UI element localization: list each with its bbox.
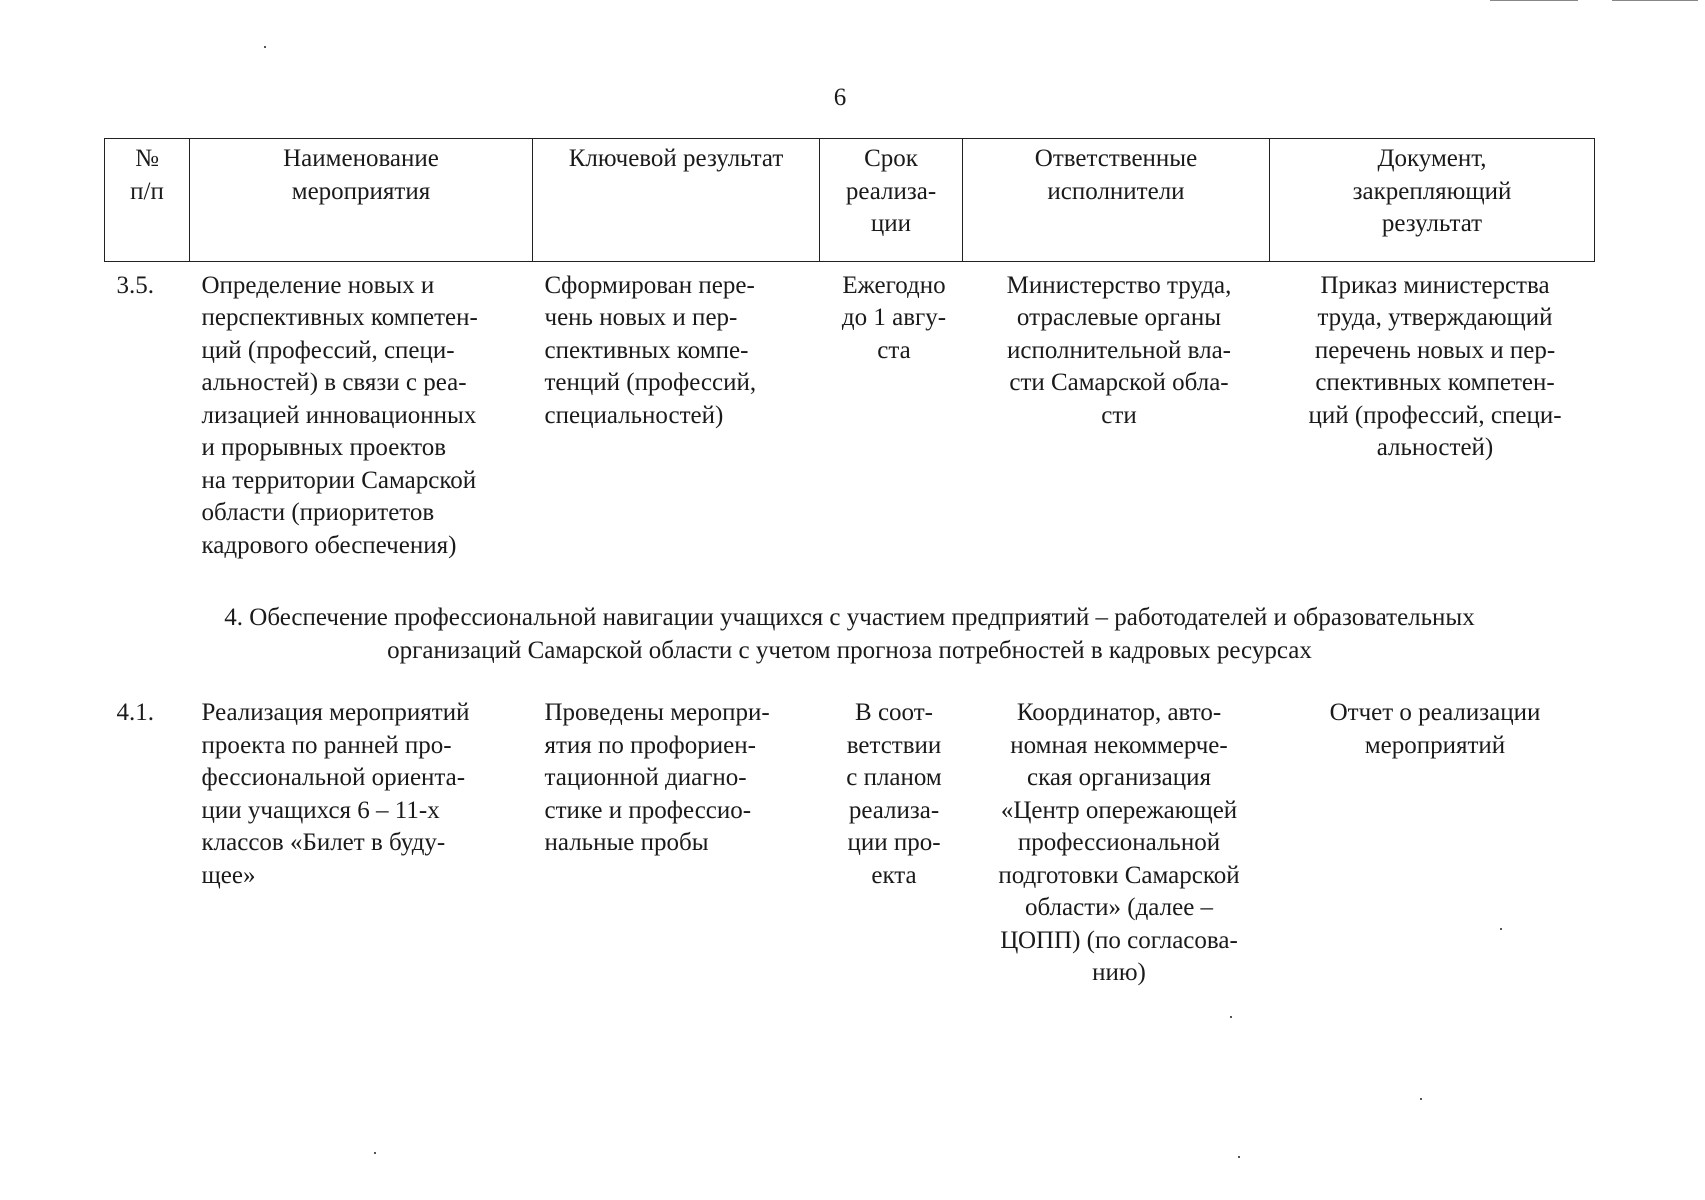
scan-speck [374, 1152, 376, 1154]
event-name-cell: Реализация мероприятий проекта по ранней про- фессиональной ориента- ции учащихся 6 – 11-х классов «Билет в буду- щее» [201, 699, 470, 889]
header-document: Документ, закрепляющий результат [1270, 139, 1595, 262]
scan-speck [1420, 1098, 1422, 1100]
event-name-cell: Определение новых и перспективных компетен- ций (профессий, специ- альностей) в связи с реа- лизацией инновационных и прорывных проектов на территории Самарской области (приоритетов кадрового обеспечения) [201, 271, 478, 559]
section-heading: 4. Обеспечение профессиональной навигации учащихся с участием предприятий – работодателей и образовательных организаций Самарской области с учетом прогноза потребностей в кадровых ресурсах [224, 604, 1475, 664]
term-cell: В соот- ветствии с планом реализа- ции про- екта [846, 699, 942, 889]
document-cell: Отчет о реализации мероприятий [1329, 699, 1541, 759]
section-heading-row [105, 570, 1595, 689]
key-result-cell: Проведены меропри- ятия по профориен- тационной диагно- стике и профессио- нальные пробы [544, 699, 770, 856]
scan-edge-line [1612, 0, 1698, 1]
document-cell: Приказ министерства труда, утверждающий перечень новых и пер- спективных компетен- ций (профессий, специ- альностей) [1308, 271, 1562, 461]
scan-speck [1238, 1156, 1240, 1158]
responsible-cell: Координатор, авто- номная некоммерче- ская организация «Центр опережающей профессиональной подготовки Самарской области» (далее – ЦОПП) (по согласова- нию) [998, 699, 1240, 986]
header-responsible: Ответственные исполнители [963, 139, 1270, 262]
header-key-result: Ключевой результат [533, 139, 820, 262]
measures-table [104, 138, 1595, 998]
key-result-cell: Сформирован пере- чень новых и пер- спективных компе- тенций (профессий, специальностей) [544, 271, 757, 429]
table-row [105, 261, 1595, 570]
table-row [105, 689, 1595, 998]
term-cell: Ежегодно до 1 авгу- ста [841, 271, 947, 364]
responsible-cell: Министерство труда, отраслевые органы исполнительной вла- сти Самарской обла- сти [1006, 271, 1232, 429]
scan-speck [264, 46, 266, 48]
row-number: 4.1. [116, 699, 154, 726]
row-number: 3.5. [116, 271, 154, 299]
scan-speck [1230, 1016, 1232, 1018]
header-event-name: Наименование мероприятия [190, 139, 533, 262]
document-body [104, 138, 1594, 998]
scan-edge-line [1490, 0, 1578, 1]
header-number: № п/п [105, 139, 190, 262]
table-header-row [105, 139, 1595, 262]
page-number: 6 [833, 84, 847, 111]
header-term: Срок реализа- ции [820, 139, 963, 262]
